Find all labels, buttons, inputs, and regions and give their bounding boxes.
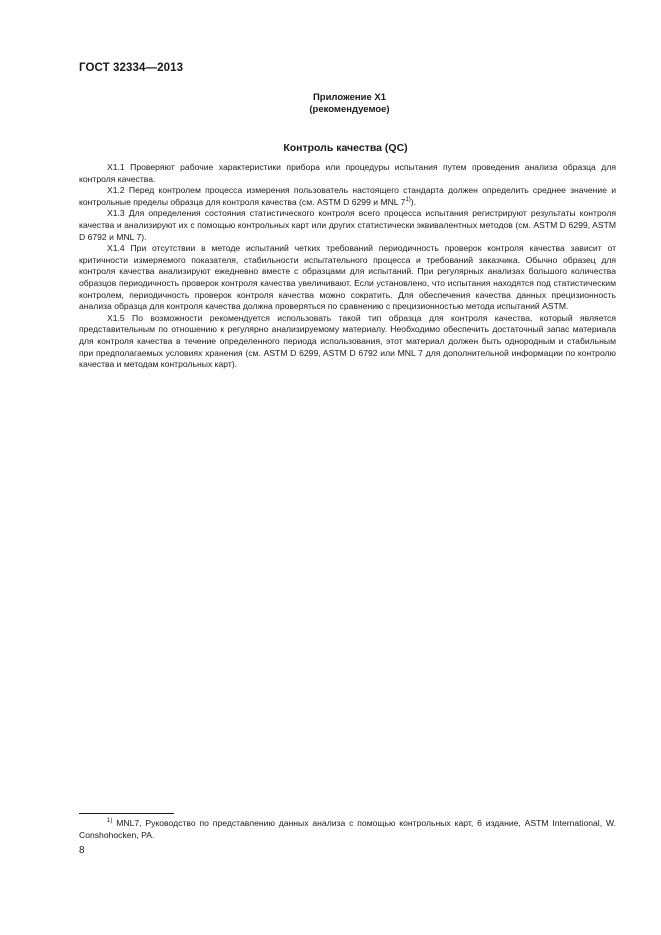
footnote-text: MNL7, Руководство по представлению данных анализа с помощью контрольных карт, 6 издание, ASTM International, W. Conshohocken, PA. (79, 818, 616, 840)
footnote-divider (79, 813, 174, 814)
paragraph-x1-1: X1.1 Проверяют рабочие характеристики прибора или процедуры испытания путем проведения анализа образца для контроля качества. (79, 162, 616, 184)
annex-subtitle: (рекомендуемое) (309, 104, 390, 115)
page-number: 8 (79, 845, 85, 856)
paragraph-x1-3: X1.3 Для определения состояния статистического контроля всего процесса испытания регистрируют результаты контроля качества и анализируют их с помощью контрольных карт или других статистически эквивалентных методов (см. ASTM D 6299, ASTM D 6792 и MNL 7). (79, 208, 616, 242)
annex-heading (0, 92, 661, 116)
document-header: ГОСТ 32334—2013 (79, 62, 184, 74)
body-text (79, 162, 616, 371)
footnote-reference: 1) (405, 196, 411, 203)
footnote-marker: 1) (107, 818, 113, 825)
annex-title: Приложение X1 (312, 92, 387, 103)
footnote (79, 818, 616, 841)
section-title-text: Контроль качества (QC) (283, 142, 408, 154)
paragraph-x1-2-text: X1.2 Перед контролем процесса измерения пользователь настоящего стандарта должен определить среднее значение и контрольные пределы образца для контроля качества (см. ASTM D 6299 и MNL 7 (79, 185, 616, 207)
paragraph-x1-2 (79, 185, 616, 208)
paragraph-x1-5: X1.5 По возможности рекомендуется использовать такой тип образца для контроля качества, который является представительным по отношению к регулярно анализируемому материалу. Необходимо обеспечить достаточный запас материала для контроля качества в течение определенного периода использования, этот материал должен быть однородным и стабильным при предполагаемых условиях хранения (см. ASTM D 6299, ASTM D 6792 или MNL 7 для дополнительной информации по контролю качества и методам контрольных карт). (79, 312, 616, 370)
section-title (0, 142, 661, 154)
paragraph-x1-2-end: ). (410, 196, 417, 207)
paragraph-x1-4: X1.4 При отсутствии в методе испытаний четких требований периодичность проверок контроля качества зависит от критичности измеряемого показателя, стабильности испытательного процесса и требований заказчика. Обычно образец для контроля качества анализируют ежедневно вместе с образцами для испытаний. При регулярных анализах большого количества образцов периодичность проверок контроля качества увеличивают. Если установлено, что испытания находятся под статистическим контролем, периодичность проверок контроля качества можно сократить. Для обеспечения качества данных прецизионность анализа образца для контроля качества должна проверяться по сравнению с прецизионностью метода испытаний ASTM. (79, 243, 616, 312)
